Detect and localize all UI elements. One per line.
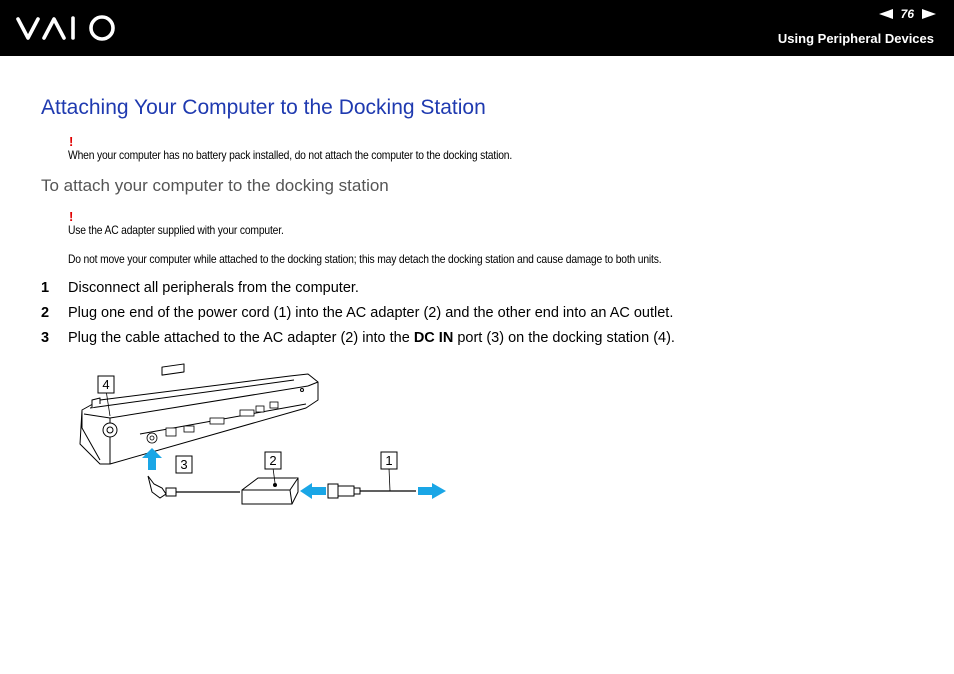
step-number: 3: [41, 330, 50, 346]
page-title: Attaching Your Computer to the Docking Station: [41, 96, 486, 119]
dc-in-label: DC IN: [413, 330, 454, 346]
power-cord-plug: [328, 484, 360, 498]
step-number: 1: [41, 280, 50, 296]
vaio-logo: [16, 14, 120, 42]
warning-text-move: Do not move your computer while attached to the docking station; this may detach the docking station and cause damage to both units.: [68, 252, 662, 266]
warning-text-battery: When your computer has no battery pack installed, do not attach the computer to the docking station.: [68, 148, 513, 162]
svg-text:4: 4: [102, 377, 110, 392]
right-arrow-icon: [418, 483, 446, 499]
warning-text-adapter: Use the AC adapter supplied with your computer.: [68, 223, 284, 237]
step-number: 2: [41, 305, 50, 321]
page-number: 76: [900, 7, 914, 21]
step-text: Plug the cable attached to the AC adapter (2) into the DC IN port (3) on the docking station (4).: [68, 330, 675, 346]
svg-text:3: 3: [180, 457, 188, 472]
svg-text:1: 1: [385, 453, 393, 468]
docking-station-illustration: [70, 360, 460, 510]
step-text: Disconnect all peripherals from the computer.: [68, 280, 359, 296]
left-arrow-icon: [300, 483, 326, 499]
docking-station: [80, 364, 318, 464]
step-text: Plug one end of the power cord (1) into the AC adapter (2) and the other end into an AC outlet.: [68, 305, 674, 321]
callout-3: [176, 456, 192, 473]
page-navigation: [879, 7, 936, 21]
ac-adapter: [242, 478, 298, 504]
dc-plug: [148, 476, 176, 498]
callout-4: [98, 376, 114, 393]
warning-icon: !: [69, 209, 74, 224]
callout-1: [381, 452, 397, 469]
warning-icon: !: [69, 134, 74, 149]
next-page-arrow-icon[interactable]: [922, 9, 936, 19]
procedure-title: To attach your computer to the docking station: [41, 176, 389, 195]
svg-text:2: 2: [269, 453, 277, 468]
previous-page-arrow-icon[interactable]: [879, 9, 893, 19]
page-header: [0, 0, 954, 56]
section-title: Using Peripheral Devices: [777, 31, 934, 46]
callout-2: [265, 452, 281, 469]
